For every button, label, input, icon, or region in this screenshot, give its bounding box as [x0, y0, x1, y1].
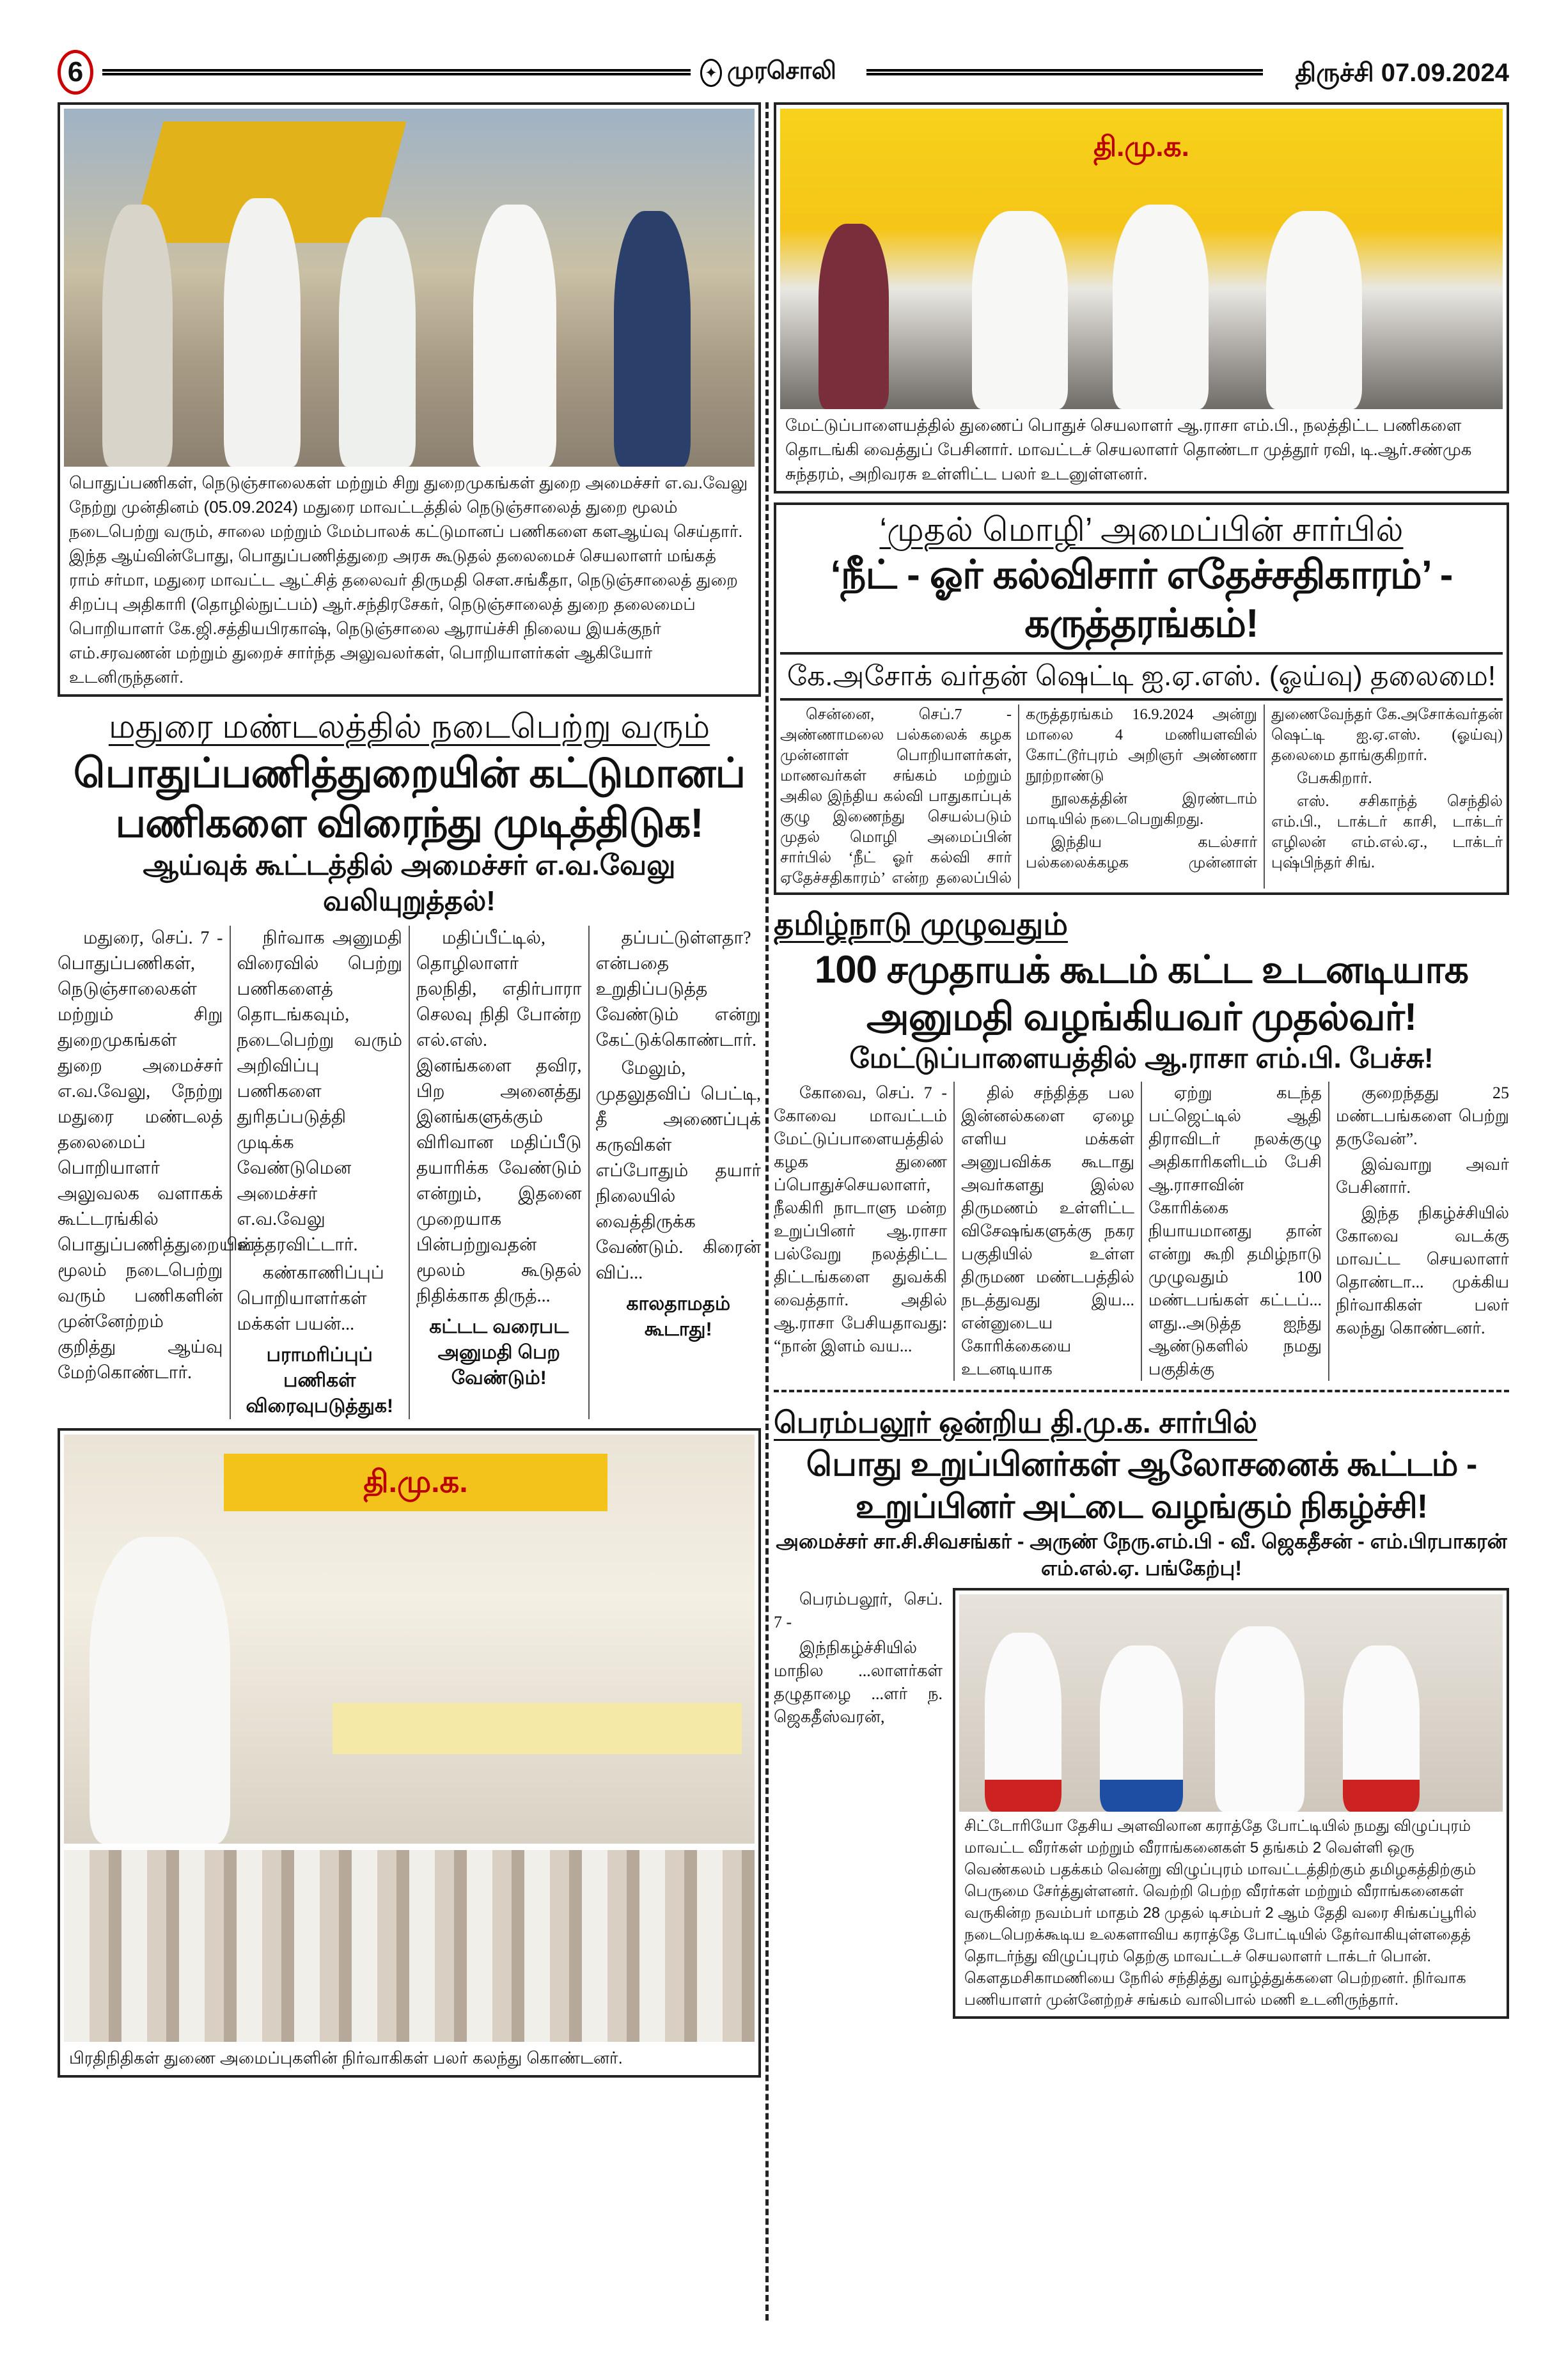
divider — [780, 652, 1503, 655]
article-headline: 100 சமுதாயக் கூடம் கட்ட உடனடியாக அனுமதி வழங்கியவர் முதல்வர்! — [814, 948, 1469, 1038]
photo-caption: பிரதிநிதிகள் துணை அமைப்புகளின் நிர்வாகிகள் பலர் கலந்து கொண்டனர். — [69, 2048, 623, 2067]
article-kicker: மதுரை மண்டலத்தில் நடைபெற்று வரும் — [108, 708, 710, 745]
raja-event-photo — [780, 109, 1503, 409]
person-figure — [224, 198, 301, 467]
person-figure — [614, 211, 691, 467]
paragraph: சென்னை, செப்.7 - அண்ணாமலை பல்கலைக் கழக முன்னாள் பொறியாளர்கள், மாணவர்கள் சங்கம் மற்றும் அகில இந்திய கல்வி பாதுகாப்புக் குழு இணைந்து செயல்படும் முதல் மொழி அமைப்பின் சார்பில் ‘நீட் ஓர் கல்வி சார் ஏதேச்சதிகாரம்’ என்ற தலைப்பில் கருத்தரங்கம் 16.9.2024 அன்று மாலை 4 மணியளவில் கோட்டூர்புரம் அறிஞர் அண்ணா நூற்றாண்டு — [780, 706, 1257, 887]
paragraph: மதுரை, செப். 7 - பொதுப்பணிகள், நெடுஞ்சாலைகள் மற்றும் சிறு துறைமுகங்கள் துறை அமைச்சர் எ.வ.வேலு, நேற்று மதுரை மண்டலத் தலைமைப் பொறியாளர் அலுவலக வளாகக் கூட்டரங்கில் பொதுப்பணித்துறையின் மூலம் நடைபெற்று வரும் பணிகளின் முன்னேற்றம் குறித்து ஆய்வு மேற்கொண்டார். — [58, 928, 255, 1383]
person-figure — [1266, 211, 1362, 409]
photo-caption: மேட்டுப்பாளையத்தில் துணைப் பொதுச் செயலாளர் ஆ.ராசா எம்.பி., நலத்திட்ட பணிகளை தொடங்கி வைத்துப் பேசினார். மாவட்டச் செயலாளர் தொண்டா முத்தூர் ரவி, டி.ஆர்.சண்முக சுந்தரம், அறிவரசு உள்ளிட்ட பலர் உடனுள்ளனர். — [785, 416, 1472, 483]
paragraph: ஏற்று கடந்த பட்ஜெட்டில் ஆதி திராவிடர் நலக்குழு அதிகாரிகளிடம் பேசி ஆ.ராசாவின் கோரிக்கை நியாயமானது தான் என்று கூறி தமிழ்நாடு முழுவதும் 100 மண்டபங்கள் கட்டப்... ளது..அடுத்த ஐந்து ஆண்டுகளில் நமது பகுதிக்கு — [1148, 1084, 1322, 1378]
karate-photo-box — [953, 1588, 1509, 2019]
divider — [780, 698, 1503, 701]
article-body — [774, 1082, 1509, 1381]
stage-banner: தி.மு.க. — [1093, 131, 1189, 162]
paragraph: மதிப்பீட்டில், தொழிலாளர் நலநிதி, எதிர்பாரா செலவு நிதி போன்ற எல்.எஸ். இனங்களை தவிர, பிற அனைத்து இனங்களுக்கும் விரிவான மதிப்பீடு தயாரிக்க வேண்டும் என்றும், இதனை முறையாக பின்பற்றுவதன் மூலம் கூடுதல் நிதிக்காக திருத்... — [416, 928, 582, 1306]
perambalur-body-row — [774, 1588, 1509, 2019]
paragraph: பெரம்பலூர், செப். 7 - — [774, 1590, 943, 1631]
madurai-article — [58, 706, 761, 1419]
paragraph: இந்திய கடல்சார் பல்கலைக்கழக முன்னாள் துணைவேந்தர் கே.அசோக்வர்தன் ஷெட்டி ஐ.ஏ.எஸ். (ஓய்வு) தலைமை தாங்குகிறார். — [1026, 706, 1503, 871]
article-headline: ‘நீட் - ஓர் கல்விசார் எதேச்சதிகாரம்’ - கருத்தரங்கம்! — [830, 553, 1453, 646]
article-subhead: கட்டட வரைபட அனுமதி பெற வேண்டும்! — [429, 1316, 569, 1388]
paragraph: இந்நிகழ்ச்சியில் மாநில ...லாளர்கள் தழுதாழை ...ளர் ந. ஜெகதீஸ்வரன், — [774, 1638, 943, 1726]
athlete-figure — [1343, 1645, 1420, 1812]
right-photo-box — [774, 102, 1509, 494]
page-header — [58, 50, 1509, 95]
athlete-figure — [1215, 1626, 1304, 1812]
perambalur-article — [774, 1401, 1509, 2019]
section-divider — [774, 1390, 1509, 1392]
article-kicker: தமிழ்நாடு முழுவதும் — [774, 908, 1068, 942]
masthead-title: முரசொலி — [727, 58, 836, 84]
article-subhead: பராமரிப்புப் பணிகள் விரைவுபடுத்துக! — [246, 1344, 394, 1417]
raja-article — [774, 904, 1509, 1381]
paragraph: நிர்வாக அனுமதி விரைவில் பெற்று பணிகளைத் தொடங்கவும், நடைபெற்று வரும் அறிவிப்பு பணிகளை துரிதப்படுத்தி முடிக்க வேண்டுமென அமைச்சர் எ.வ.வேலு உத்தரவிட்டார். — [237, 928, 402, 1255]
article-subheadline: ஆய்வுக் கூட்டத்தில் அமைச்சர் எ.வ.வேலு வலியுறுத்தல்! — [143, 850, 676, 917]
photo-caption: சிட்டோரியோ தேசிய அளவிலான கராத்தே போட்டியில் நமது விழுப்புரம் மாவட்ட வீரர்கள் மற்றும் வீராங்கனைகள் 5 தங்கம் 2 வெள்ளி ஒரு வெண்கலம் பதக்கம் வென்று விழுப்புரம் மாவட்டத்திற்கும் தமிழகத்திற்கும் பெருமை சேர்த்துள்ளனர். வெற்றி பெற்ற வீரர்கள் மற்றும் வீராங்கனைகள் வருகின்ற நவம்பர் மாதம் 28 முதல் டிசம்பர் 2 ஆம் தேதி வரை சிங்கப்பூரில் நடைபெறக்கூடிய உலகளாவிய கராத்தே போட்டியில் தேர்வாகியுள்ளதைத் தொடர்ந்து விழுப்புரம் தெற்கு மாவட்டச் செயலாளர் டாக்டர் பொன். கௌதமசிகாமணியை நேரில் சந்தித்து வாழ்த்துக்களை பெற்றனர். நிர்வாக பணியாளர் முன்னேற்றச் சங்கம் வாலிபால் மணி உடனிருந்தார். — [964, 1817, 1476, 2009]
meeting-stage-photo — [64, 1435, 755, 1844]
column-divider — [765, 102, 769, 2321]
left-bottom-photo-box — [58, 1428, 761, 2078]
rooster-emblem-icon: ✦ — [700, 59, 722, 87]
article-headline: பொது உறுப்பினர்கள் ஆலோசனைக் கூட்டம் - உறுப்பினர் அட்டை வழங்கும் நிகழ்ச்சி! — [806, 1446, 1477, 1525]
article-kicker: ‘முதல் மொழி’ அமைப்பின் சார்பில் — [879, 511, 1404, 548]
paragraph: இவ்வாறு அவர் பேசினார். — [1336, 1155, 1509, 1197]
person-figure — [972, 211, 1068, 409]
header-rule-right — [866, 69, 1263, 75]
masthead-logo — [700, 58, 836, 88]
paragraph: குறைந்தது 25 மண்டபங்களை பெற்று தருவேன்”. — [1336, 1084, 1509, 1148]
paragraph: எஸ். சசிகாந்த் செந்தில் எம்.பி., டாக்டர் காசி, டாக்டர் எழிலன் எம்.எல்.ஏ., டாக்டர் புஷ்பிந்தர் சிங். — [1271, 793, 1503, 871]
article-kicker: பெரம்பலூர் ஒன்றிய தி.மு.க. சார்பில் — [774, 1406, 1258, 1439]
paragraph: கோவை, செப். 7 - கோவை மாவட்டம் மேட்டுப்பாளையத்தில் கழக துணை ப்பொதுச்செயலாளர், நீலகிரி நாடாளு மன்ற உறுப்பினர் ஆ.ராசா பல்வேறு நலத்திட்ட திட்டங்களை துவக்கி வைத்தார். அதில் ஆ.ராசா பேசியதாவது: “நான் இளம் வய... — [774, 1084, 947, 1355]
person-figure — [339, 217, 416, 467]
paragraph: நூலகத்தின் இரண்டாம் மாடியில் நடைபெறுகிறது. — [1026, 791, 1257, 828]
paragraph: தப்பட்டுள்ளதா? என்பதை உறுதிப்படுத்த வேண்டும் என்று கேட்டுக்கொண்டார். — [595, 928, 761, 1050]
paragraph: பேசுகிறார். — [1297, 770, 1372, 787]
article-headline: பொதுப்பணித்துறையின் கட்டுமானப் பணிகளை விரைந்து முடித்திடுக! — [73, 750, 746, 846]
paragraph: கண்காணிப்புப் பொறியாளர்கள் மக்கள் பயன்... — [237, 1263, 384, 1334]
header-rule-left — [102, 69, 691, 75]
page-number: 6 — [58, 50, 93, 95]
person-figure — [1113, 205, 1209, 409]
article-body — [58, 926, 761, 1419]
person-figure — [818, 224, 889, 409]
article-subheadline: மேட்டுப்பாளையத்தில் ஆ.ராசா எம்.பி. பேச்சு! — [849, 1043, 1434, 1074]
left-column — [58, 102, 761, 2078]
athlete-figure — [1100, 1645, 1183, 1812]
article-subhead: காலதாமதம் கூடாது! — [626, 1293, 731, 1340]
audience-photo — [64, 1850, 755, 2042]
stage-banner: தி.மு.க. — [224, 1454, 607, 1511]
article-subheadline: கே.அசோக் வர்தன் ஷெட்டி ஐ.ஏ.எஸ். (ஓய்வு) தலைமை! — [787, 660, 1496, 692]
person-figure — [473, 205, 556, 467]
edition-date: திருச்சி 07.09.2024 — [1295, 59, 1509, 87]
stage-table — [333, 1703, 742, 1754]
person-figure — [102, 205, 173, 467]
right-column — [774, 102, 1509, 2019]
paragraph: இந்த நிகழ்ச்சியில் கோவை வடக்கு மாவட்ட செயலாளர் தொண்டா... முக்கிய நிர்வாகிகள் பலர் கலந்து கொண்டனர். — [1336, 1204, 1509, 1337]
neet-article-box — [774, 502, 1509, 895]
minister-inspection-photo — [64, 109, 755, 467]
left-photo-box — [58, 102, 761, 697]
article-body — [780, 704, 1503, 889]
karate-team-photo — [959, 1594, 1503, 1812]
paragraph: தில் சந்தித்த பல இன்னல்களை ஏழை எளிய மக்கள் அனுபவிக்க கூடாது அவர்களது இல்ல திருமணம் உள்ளிட்ட விசேஷங்களுக்கு நகர பகுதியில் உள்ள திருமண மண்டபத்தில் நடத்துவது இய... என்னுடைய கோரிக்கையை உடனடியாக — [961, 1084, 1134, 1378]
article-subheadline: அமைச்சர் சா.சி.சிவசங்கர் - அருண் நேரு.எம்.பி - வீ. ஜெகதீசன் - எம்.பிரபாகரன் எம்.எல்.ஏ. பங்கேற்பு! — [776, 1530, 1507, 1580]
paragraph: மேலும், முதலுதவிப் பெட்டி, தீ அணைப்புக் கருவிகள் எப்போதும் தயார் நிலையில் வைத்திருக்க வேண்டும். கிரைன் விப்... — [595, 1059, 761, 1283]
photo-caption: பொதுப்பணிகள், நெடுஞ்சாலைகள் மற்றும் சிறு துறைமுகங்கள் துறை அமைச்சர் எ.வ.வேலு நேற்று முன்தினம் (05.09.2024) மதுரை மாவட்டத்தில் நெடுஞ்சாலைத் துறை மூலம் நடைபெற்று வரும், சாலை மற்றும் மேம்பாலக் கட்டுமானப் பணிகளை களஆய்வு செய்தார். இந்த ஆய்வின்போது, பொதுப்பணித்துறை அரசு கூடுதல் தலைமைச் செயலாளர் மங்கத் ராம் சர்மா, மதுரை மாவட்ட ஆட்சித் தலைவர் திருமதி செள.சங்கீதா, நெடுஞ்சாலைத் துறை சிறப்பு அதிகாரி (தொழில்நுட்பம்) ஆர்.சந்திரசேகர், நெடுஞ்சாலைத் துறை தலைமைப் பொறியாளர் கே.ஜி.சத்தியபிரகாஷ், நெடுஞ்சாலை ஆராய்ச்சி நிலைய இயக்குநர் எம்.சரவணன் மற்றும் துறைச் சார்ந்த அலுவலர்கள், பொறியாளர்கள் ஆகியோர் உடனிருந்தனர். — [69, 473, 748, 687]
article-body — [774, 1588, 943, 1731]
speaker-figure — [90, 1537, 230, 1844]
athlete-figure — [985, 1633, 1061, 1812]
